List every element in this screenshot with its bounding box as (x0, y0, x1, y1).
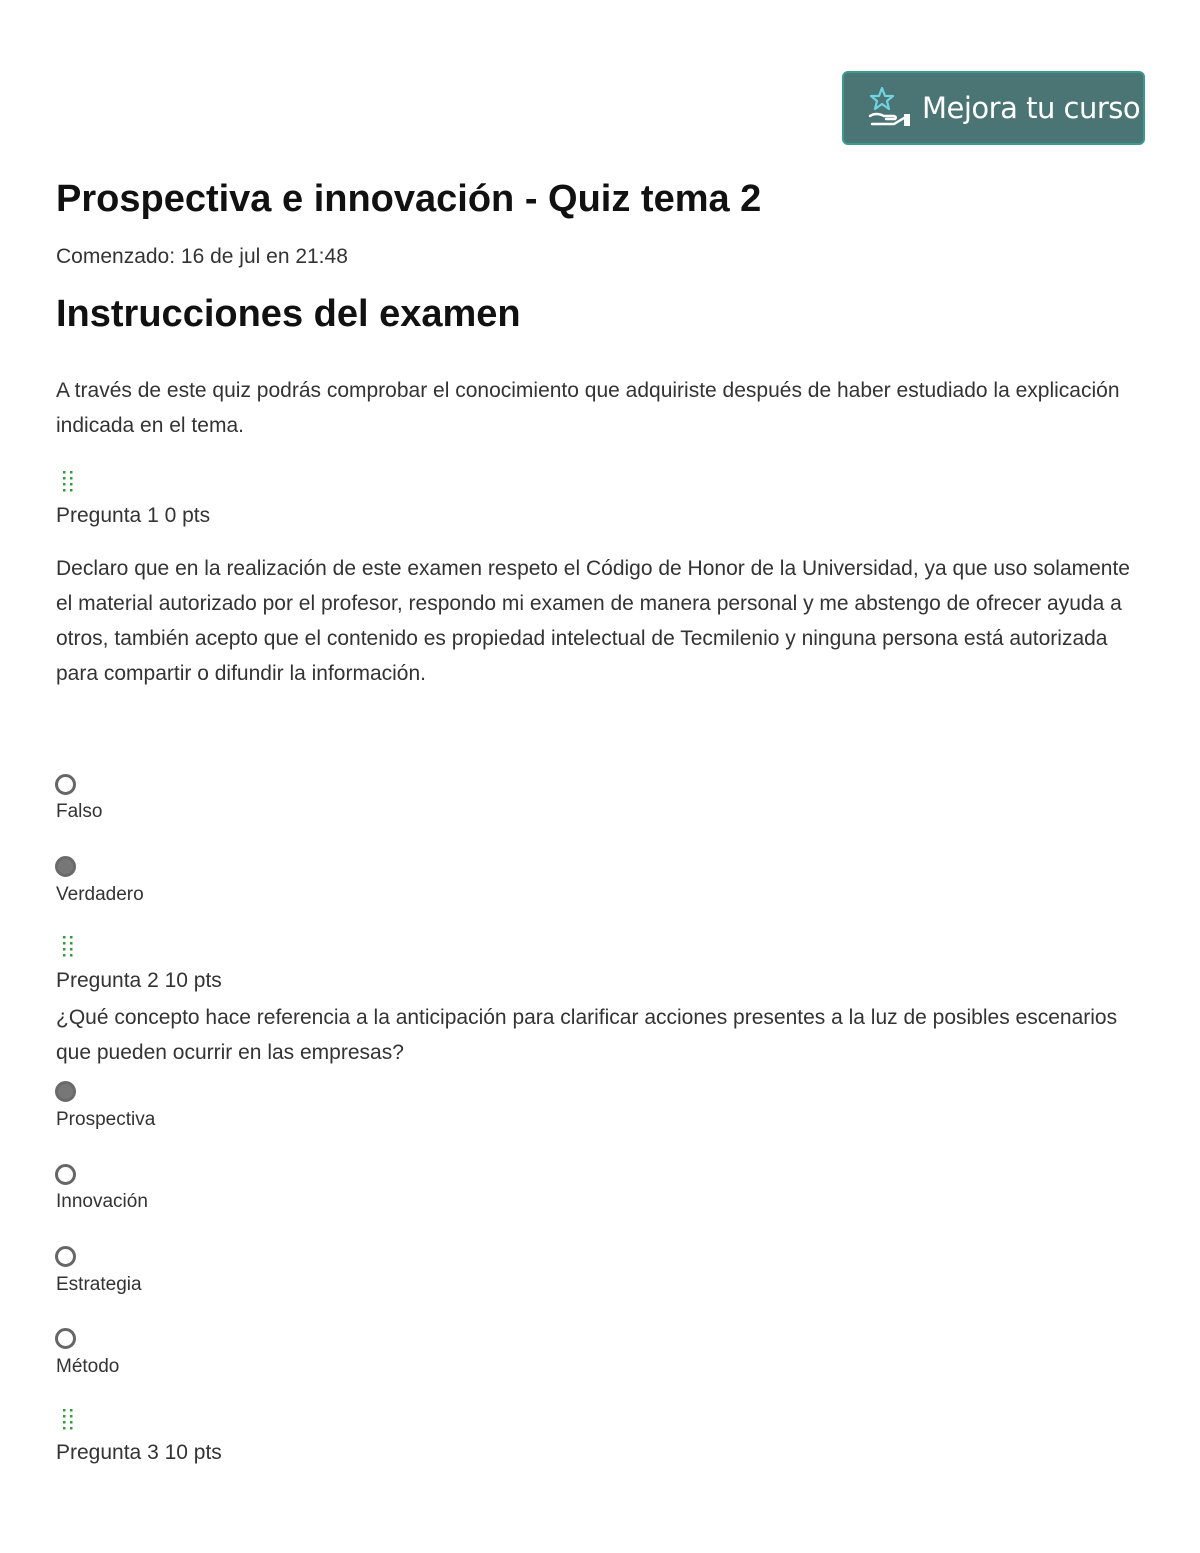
radio-verdadero[interactable] (55, 856, 76, 877)
option-label[interactable]: Método (56, 1356, 120, 1377)
radio-metodo[interactable] (55, 1328, 76, 1349)
drag-handle-icon[interactable] (61, 469, 75, 495)
improve-course-label: Mejora tu curso (922, 91, 1141, 125)
started-timestamp: Comenzado: 16 de jul en 21:48 (56, 245, 348, 268)
question-2-header: Pregunta 2 10 pts (56, 969, 222, 992)
option-label[interactable]: Prospectiva (56, 1109, 156, 1130)
radio-innovacion[interactable] (55, 1164, 76, 1185)
page-title: Prospectiva e innovación - Quiz tema 2 (56, 178, 762, 220)
instructions-text: A través de este quiz podrás comprobar el conocimiento que adquiriste después de haber estudiado la explicación indicada en el tema. (56, 379, 1120, 437)
question-1-text: Declaro que en la realización de este examen respeto el Código de Honor de la Universidad, ya que uso solamente el material autorizado por el profesor, respondo mi examen de manera personal y me abstengo de ofrecer ayuda a otros, también acepto que el contenido es propiedad intelectual de Tecmilenio y ninguna persona está autorizada para compartir o difundir la información. (56, 557, 1130, 685)
option-label[interactable]: Verdadero (56, 884, 144, 905)
instructions-heading: Instrucciones del examen (56, 293, 521, 335)
question-2-text: ¿Qué concepto hace referencia a la anticipación para clarificar acciones presentes a la luz de posibles escenarios que pueden ocurrir en las empresas? (56, 1006, 1118, 1064)
improve-course-button[interactable] (842, 71, 1145, 145)
option-label[interactable]: Falso (56, 801, 103, 822)
question-3-header: Pregunta 3 10 pts (56, 1441, 222, 1464)
option-label[interactable]: Estrategia (56, 1274, 142, 1295)
question-1-header: Pregunta 1 0 pts (56, 504, 211, 527)
star-hand-icon (868, 86, 912, 130)
option-label[interactable]: Innovación (56, 1191, 148, 1212)
radio-prospectiva[interactable] (55, 1081, 76, 1102)
drag-handle-icon[interactable] (61, 1407, 75, 1433)
drag-handle-icon[interactable] (61, 934, 75, 960)
radio-estrategia[interactable] (55, 1246, 76, 1267)
radio-falso[interactable] (55, 774, 76, 795)
